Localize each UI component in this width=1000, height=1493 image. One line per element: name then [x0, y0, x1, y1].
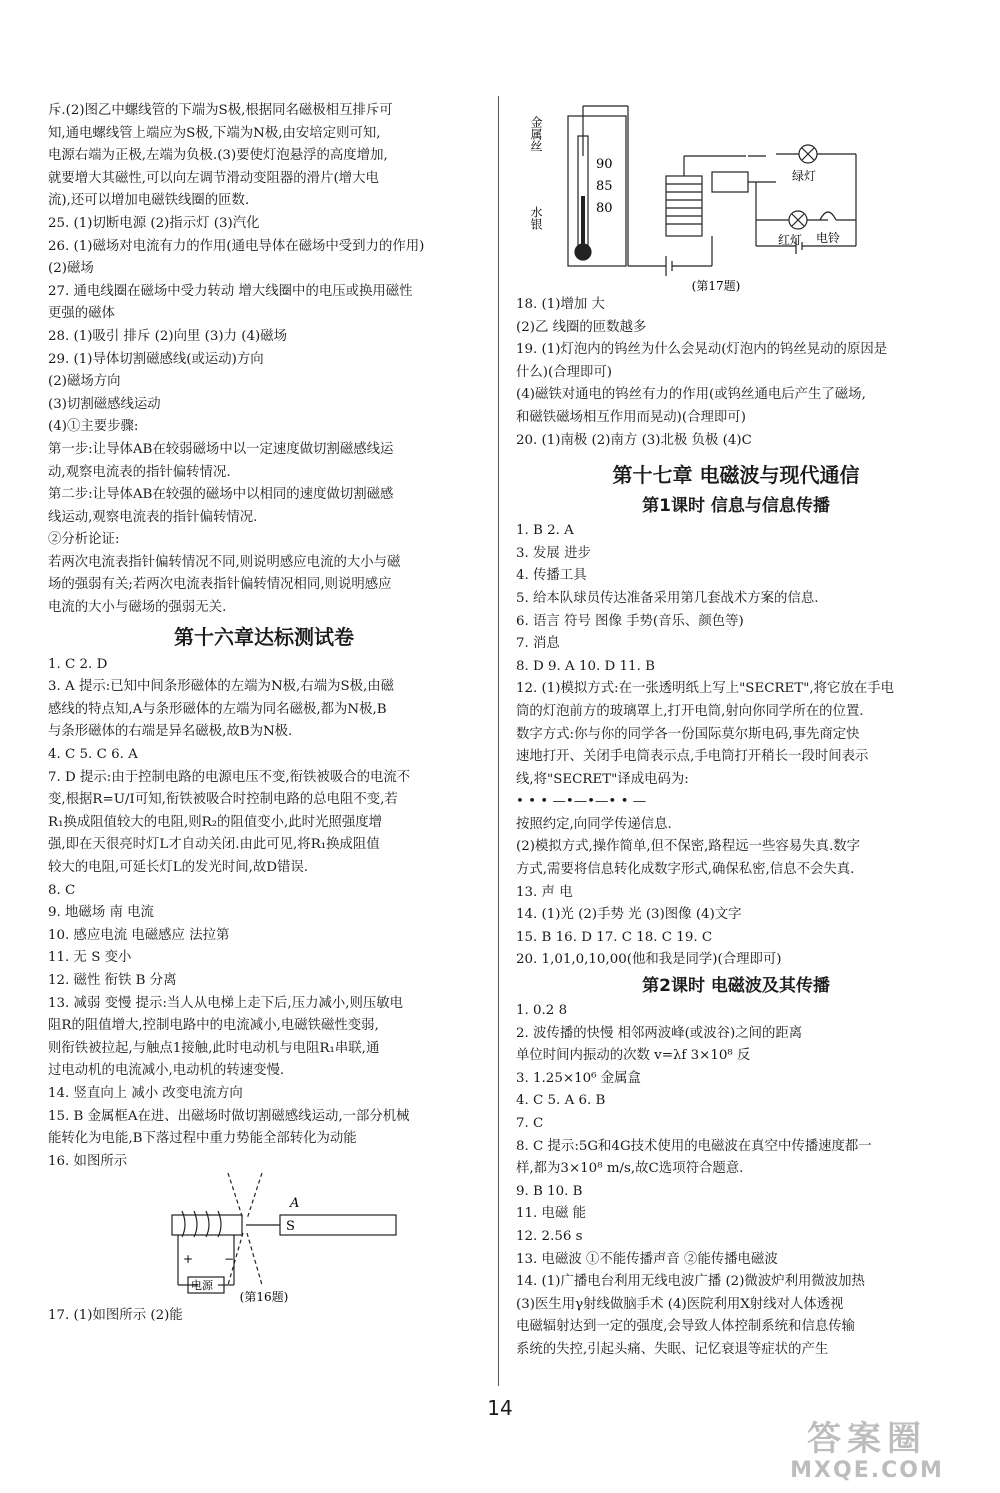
answer-line: (4)①主要步骤:	[48, 419, 139, 435]
fig16-power-label: 电源	[191, 1279, 213, 1293]
figure-17-diagram	[516, 96, 956, 294]
lesson1-title: 第1课时 信息与信息传播	[642, 496, 830, 517]
fig17-temp-90: 90	[596, 157, 613, 172]
answer-line: 4. 传播工具	[516, 568, 587, 584]
answer-line: 变,根据R=U/I可知,衔铁被吸合时控制电路的总电阻不变,若	[48, 792, 398, 808]
answer-line: 3. 1.25×10⁶ 金属盒	[516, 1070, 641, 1086]
left-column	[48, 100, 480, 1328]
right-column	[516, 96, 956, 1362]
fig17-green-lamp-label: 绿灯	[792, 169, 817, 183]
answer-line: 场的强弱有关;若两次电流表指针偏转情况相同,则说明感应	[48, 577, 392, 593]
answer-line: 第一步:让导体AB在较弱磁场中以一定速度做切割磁感线运	[48, 441, 394, 457]
fig17-mercury-label: 水银	[529, 206, 543, 230]
answer-line: 25. (1)切断电源 (2)指示灯 (3)汽化	[48, 215, 260, 231]
answer-line: 则衔铁被拉起,与触点1接触,此时电动机与电阻R₁串联,通	[48, 1040, 380, 1056]
answers-block-ch16-right	[516, 294, 956, 452]
answer-line: (2)乙 线圈的匝数越多	[516, 319, 647, 335]
answer-line: 方式,需要将信息转化成数字形式,确保私密,信息不会失真.	[516, 862, 855, 878]
answer-line: 4. C 5. A 6. B	[516, 1093, 606, 1109]
watermark-sub: MXQE.COM	[790, 1458, 944, 1483]
answer-line: 什么)(合理即可)	[516, 364, 613, 380]
answer-line: 阻R的阻值增大,控制电路中的电流减小,电磁铁磁性变弱,	[48, 1018, 379, 1034]
answer-line: 与条形磁体的右端是异名磁极,故B为N极.	[48, 724, 293, 740]
chapter17-title: 第十七章 电磁波与现代通信	[612, 463, 860, 488]
answer-line: 数字方式:你与你的同学各一份国际莫尔斯电码,事先商定快	[516, 726, 860, 742]
answer-line: • • • —•—•—• • —	[516, 794, 647, 810]
answer-line: 20. 1,01,0,10,00(他和我是同学)(合理即可)	[516, 952, 782, 968]
column-divider	[498, 96, 499, 1386]
watermark-main: 答案圈	[807, 1419, 927, 1459]
answer-line: R₁换成阻值较大的电阻,则R₂的阻值变小,此时光照强度增	[48, 814, 383, 830]
answer-line: 线运动,观察电流表的指针偏转情况.	[48, 509, 258, 525]
answer-line: 感线的特点知,A与条形磁体的左端为同名磁极,都为N极,B	[48, 701, 387, 717]
answer-line: 18. (1)增加 大	[516, 297, 605, 312]
answers-block-lesson2	[516, 1000, 956, 1362]
answer-line: 知,通电螺线管上端应为S极,下端为N极,由安培定则可知,	[48, 125, 381, 141]
answer-line: ②分析论证:	[48, 532, 120, 548]
watermark-logo	[772, 1420, 962, 1490]
answer-line: 系统的失控,引起头痛、失眠、记忆衰退等症状的产生	[516, 1341, 829, 1357]
answers-block-ch16	[48, 654, 480, 1174]
answer-line: 1. 0.2 8	[516, 1003, 568, 1019]
answer-line: 6. 语言 符号 图像 手势(音乐、颜色等)	[516, 613, 744, 629]
answer-line: 13. 电磁波 ①不能传播声音 ②能传播电磁波	[516, 1251, 778, 1267]
fig17-metal-label: 金属丝	[529, 116, 543, 152]
answer-line: 27. 通电线圈在磁场中受力转动 增大线圈中的电压或换用磁性	[48, 283, 413, 299]
answer-line: 3. A 提示:已知中间条形磁体的左端为N极,右端为S极,由磁	[48, 679, 395, 695]
answer-line: 1. C 2. D	[48, 656, 108, 672]
answer-line: 电流的大小与磁场的强弱无关.	[48, 600, 227, 616]
answer-line: 就要增大其磁性,可以向左调节滑动变阻器的滑片(增大电	[48, 170, 379, 186]
answer-line: (4)磁铁对通电的钨丝有力的作用(或钨丝通电后产生了磁场,	[516, 387, 866, 403]
answer-line: 12. 磁性 衔铁 B 分离	[48, 972, 177, 988]
answer-line: 14. 竖直向上 减小 改变电流方向	[48, 1085, 243, 1101]
answer-line: 4. C 5. C 6. A	[48, 747, 138, 763]
answer-line: 12. 2.56 s	[516, 1228, 583, 1244]
answer-line: 15. B 16. D 17. C 18. C 19. C	[516, 929, 713, 945]
answers-block-ch15-end	[48, 100, 480, 620]
answer-line: 过电动机的电流减小,电动机的转速变慢.	[48, 1063, 285, 1079]
answers-block-lesson1	[516, 520, 956, 972]
answer-line: 单位时间内振动的次数 v=λf 3×10⁸ 反	[516, 1048, 751, 1064]
answer-line: 电源右端为正极,左端为负极.(3)要使灯泡悬浮的高度增加,	[48, 148, 388, 164]
answer-line: 28. (1)吸引 排斥 (2)向里 (3)力 (4)磁场	[48, 328, 287, 344]
answer-line: 能转化为电能,B下落过程中重力势能全部转化为动能	[48, 1131, 357, 1147]
fig17-caption: (第17题)	[691, 279, 741, 293]
answer-line: 17. (1)如图所示 (2)能	[48, 1308, 183, 1324]
answer-line: 2. 波传播的快慢 相邻两波峰(或波谷)之间的距离	[516, 1025, 803, 1041]
answer-line: 9. B 10. B	[516, 1183, 583, 1199]
answer-line: 11. 无 S 变小	[48, 950, 132, 966]
answer-line: 7. C	[516, 1116, 544, 1131]
answer-line: 和磁铁磁场相互作用而晃动)(合理即可)	[516, 409, 746, 425]
answer-line: 16. 如图所示	[48, 1153, 128, 1169]
fig17-red-lamp-label: 红灯	[778, 233, 803, 247]
chapter16-test-title: 第十六章达标测试卷	[174, 624, 354, 649]
answer-line: (2)磁场	[48, 261, 94, 277]
page-number: 14	[487, 1396, 513, 1420]
answer-line: 11. 电磁 能	[516, 1206, 586, 1222]
answer-line: 8. D 9. A 10. D 11. B	[516, 658, 655, 674]
answer-line: 第二步:让导体AB在较强的磁场中以相同的速度做切割磁感	[48, 487, 394, 503]
figure-17	[516, 96, 956, 294]
answer-line: 按照约定,向同学传递信息.	[516, 816, 672, 832]
fig17-temp-85: 85	[596, 179, 613, 194]
answer-line: 样,都为3×10⁸ m/s,故C选项符合题意.	[516, 1161, 744, 1177]
answer-line: 流),还可以增加电磁铁线圈的匝数.	[48, 193, 250, 209]
answer-line: 若两次电流表指针偏转情况不同,则说明感应电流的大小与磁	[48, 554, 401, 570]
answer-line: 速地打开、关闭手电筒表示点,手电筒打开稍长一段时间表示	[516, 749, 869, 765]
answer-line: 10. 感应电流 电磁感应 法拉第	[48, 927, 230, 943]
fig17-temp-80: 80	[596, 201, 613, 216]
answer-line: (2)磁场方向	[48, 374, 121, 390]
answer-line: 19. (1)灯泡内的钨丝为什么会晃动(灯泡内的钨丝晃动的原因是	[516, 342, 888, 358]
lesson2-title: 第2课时 电磁波及其传播	[642, 976, 830, 997]
answer-line: 斥.(2)图乙中螺线管的下端为S极,根据同名磁极相互排斥可	[48, 103, 393, 118]
answer-line: (3)切割磁感线运动	[48, 396, 161, 412]
answer-line: 15. B 金属框A在进、出磁场时做切割磁感线运动,一部分机械	[48, 1108, 410, 1124]
answer-line: 14. (1)光 (2)手势 光 (3)图像 (4)文字	[516, 907, 742, 923]
answer-line: 8. C 提示:5G和4G技术使用的电磁波在真空中传播速度都一	[516, 1138, 872, 1154]
fig17-bell-label: 电铃	[816, 231, 841, 245]
svg-text:−: −	[224, 1252, 235, 1267]
fig16-label-s: S	[286, 1219, 295, 1235]
fig16-label-a: A	[290, 1196, 300, 1212]
answer-line: 5. 给本队球员传达准备采用第几套战术方案的信息.	[516, 590, 819, 606]
answer-line: 电磁辐射达到一定的强度,会导致人体控制系统和信息传输	[516, 1319, 856, 1335]
answer-line: 强,即在天很亮时灯L才自动关闭.由此可见,将R₁换成阻值	[48, 837, 380, 853]
answer-line: 7. D 提示:由于控制电路的电源电压不变,衔铁被吸合的电流不	[48, 769, 411, 785]
answer-line: 8. C	[48, 882, 76, 898]
answer-line: (2)模拟方式,操作简单,但不保密,路程远一些容易失真.数字	[516, 839, 860, 855]
answer-line: 较大的电阻,可延长灯L的发光时间,故D错误.	[48, 860, 309, 875]
answer-line: 1. B 2. A	[516, 523, 574, 539]
answer-line: 筒的灯泡前方的玻璃罩上,打开电筒,射向你同学所在的位置.	[516, 703, 864, 719]
answer-line: 更强的磁体	[48, 306, 115, 322]
answer-line: 13. 声 电	[516, 884, 573, 900]
answer-line: 29. (1)导体切割磁感线(或运动)方向	[48, 351, 264, 367]
answer-line: 20. (1)南极 (2)南方 (3)北极 负极 (4)C	[516, 432, 752, 448]
answer-line: 9. 地磁场 南 电流	[48, 905, 154, 921]
answer-line: 12. (1)模拟方式:在一张透明纸上写上"SECRET",将它放在手电	[516, 681, 895, 697]
answer-line: 线,将"SECRET"译成电码为:	[516, 771, 689, 787]
svg-text:+: +	[183, 1252, 194, 1267]
answer-line: 动,观察电流表的指针偏转情况.	[48, 464, 231, 480]
answer-line: (3)医生用γ射线做脑手术 (4)医院利用X射线对人体透视	[516, 1296, 844, 1312]
answer-line: 7. 消息	[516, 636, 560, 652]
answer-line: 14. (1)广播电台利用无线电波广播 (2)微波炉利用微波加热	[516, 1274, 865, 1290]
answer-line: 3. 发展 进步	[516, 545, 591, 561]
answer-line: 13. 减弱 变慢 提示:当人从电梯上走下后,压力减小,则压敏电	[48, 995, 404, 1011]
answers-block-ch16-end	[48, 1305, 480, 1328]
answer-line: 26. (1)磁场对电流有力的作用(通电导体在磁场中受到力的作用)	[48, 238, 425, 254]
figure-16	[48, 1173, 480, 1305]
figure-16-diagram	[48, 1173, 480, 1305]
fig16-caption: (第16题)	[239, 1290, 289, 1305]
